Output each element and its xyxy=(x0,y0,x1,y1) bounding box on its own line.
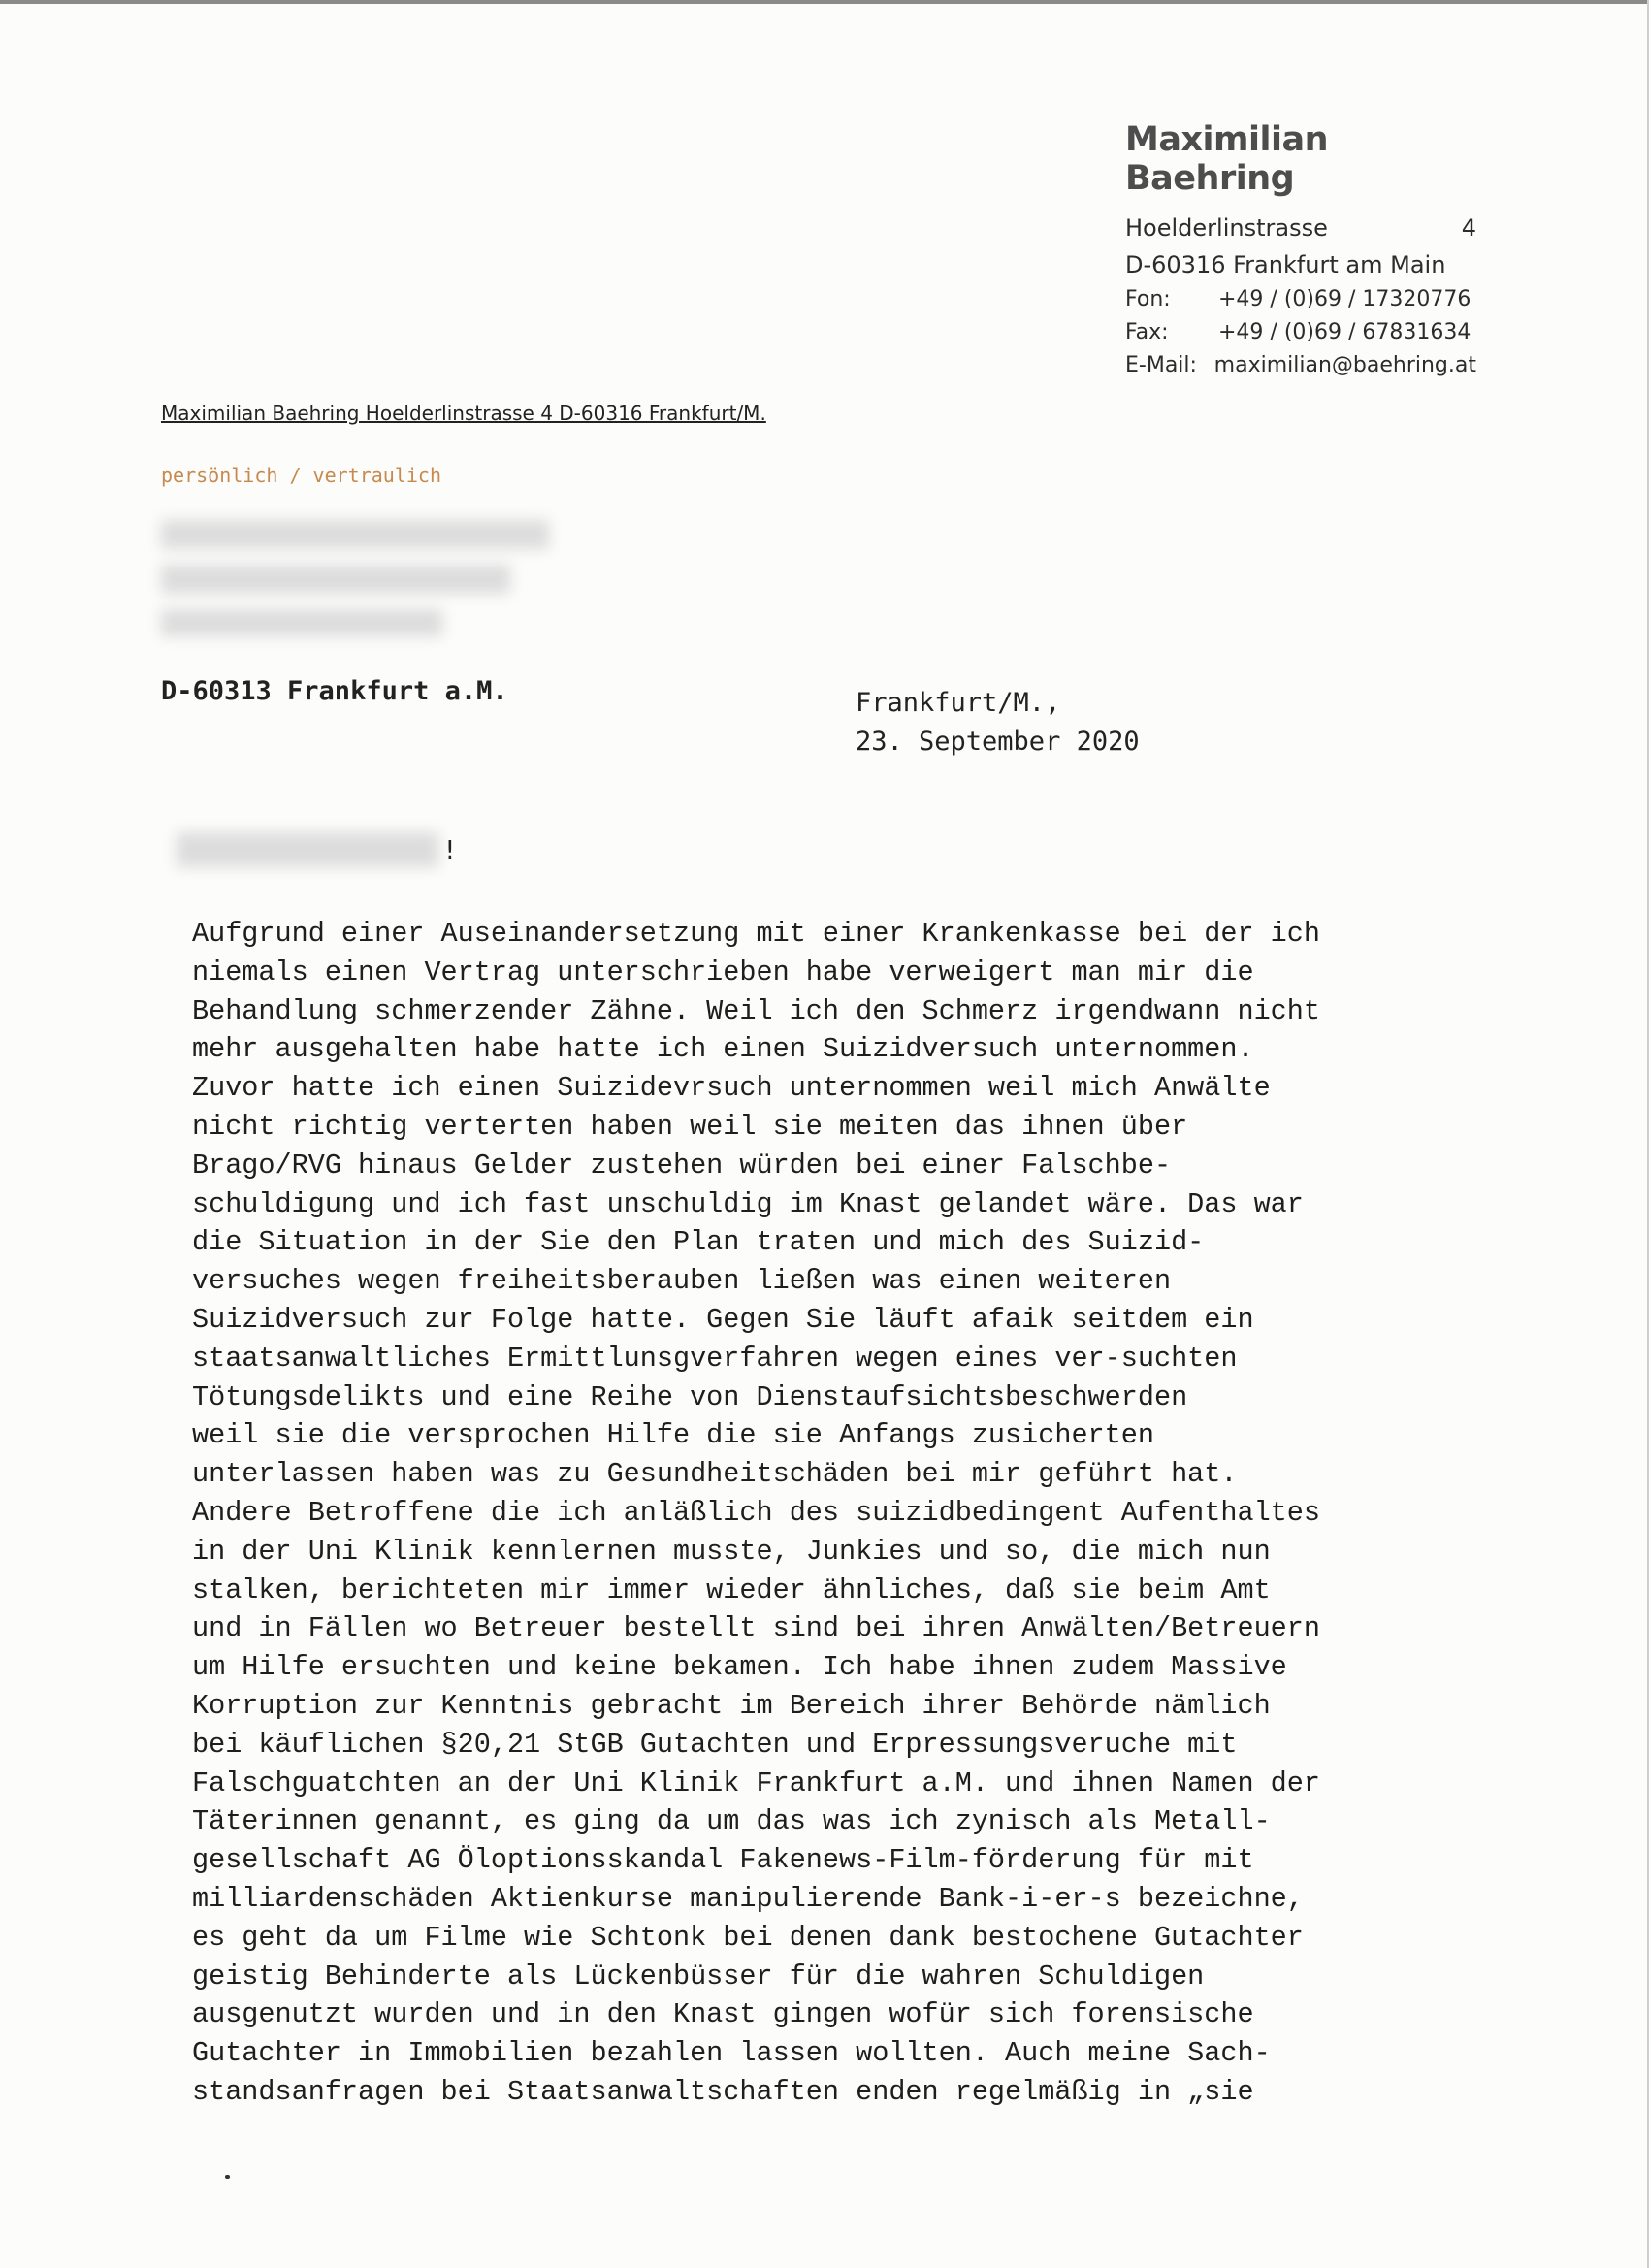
sender-house-number: 4 xyxy=(1461,214,1476,242)
place-date xyxy=(856,684,1140,761)
sender-email-row xyxy=(1125,349,1476,382)
body-line: stalken, berichteten mir immer wieder ähnliches, daß sie beim Amt xyxy=(192,1573,1271,1606)
body-line: in der Uni Klinik kennlernen musste, Junkies und so, die mich nun xyxy=(192,1535,1271,1568)
email-label: E-Mail: xyxy=(1125,353,1197,377)
recipient-city: D-60313 Frankfurt a.M. xyxy=(161,676,508,706)
body-line: Zuvor hatte ich einen Suizidevrsuch unternommen weil mich Anwälte xyxy=(192,1072,1271,1105)
body-line: Behandlung schmerzender Zähne. Weil ich den Schmerz irgendwann nicht xyxy=(192,994,1320,1027)
scan-speck xyxy=(225,2175,230,2179)
body-line: um Hilfe ersuchten und keine bekamen. Ich habe ihnen zudem Massive xyxy=(192,1651,1287,1684)
letter-date: 23. September 2020 xyxy=(856,727,1140,757)
return-address-line: Maximilian Baehring Hoelderlinstrasse 4 D-60316 Frankfurt/M. xyxy=(161,402,766,425)
fax-label: Fax: xyxy=(1125,320,1169,344)
body-line: Gutachter in Immobilien bezahlen lassen wollten. Auch meine Sach- xyxy=(192,2037,1271,2070)
body-line: bei käuflichen §20,21 StGB Gutachten und Erpressungsveruche mit xyxy=(192,1728,1238,1761)
body-line: weil sie die versprochen Hilfe die sie Anfangs zusicherten xyxy=(192,1419,1154,1452)
scan-edge-top xyxy=(0,0,1649,4)
sender-name: Maximilian Baehring xyxy=(1125,120,1329,198)
body-line: schuldigung und ich fast unschuldig im Knast gelandet wäre. Das war xyxy=(192,1187,1304,1220)
redacted-salutation xyxy=(177,832,438,867)
fax-number: +49 / (0)69 / 67831634 xyxy=(1218,320,1471,344)
salutation-exclamation: ! xyxy=(442,836,458,865)
body-line: milliardenschäden Aktienkurse manipulierende Bank-i-er-s bezeichne, xyxy=(192,1882,1304,1915)
letter-body xyxy=(192,915,1453,2112)
body-line: mehr ausgehalten habe hatte ich einen Suizidversuch unternommen. xyxy=(192,1033,1254,1066)
body-line: Falschguatchten an der Uni Klinik Frankfurt a.M. und ihnen Namen der xyxy=(192,1766,1320,1799)
sender-letterhead xyxy=(1125,120,1476,382)
redacted-recipient-line-1 xyxy=(161,520,549,549)
letter-place: Frankfurt/M., xyxy=(856,688,1061,718)
body-line: und in Fällen wo Betreuer bestellt sind bei ihren Anwälten/Betreuern xyxy=(192,1612,1320,1645)
body-line: ausgenutzt wurden und in den Knast gingen wofür sich forensische xyxy=(192,1998,1254,2031)
sender-phone-row xyxy=(1125,283,1476,316)
body-line: Suizidversuch zur Folge hatte. Gegen Sie läuft afaik seitdem ein xyxy=(192,1303,1254,1336)
body-line: es geht da um Filme wie Schtonk bei denen dank bestochene Gutachter xyxy=(192,1921,1304,1954)
confidential-note: persönlich / vertraulich xyxy=(161,464,441,487)
body-line: Aufgrund einer Auseinandersetzung mit einer Krankenkasse bei der ich xyxy=(192,918,1320,950)
body-line: versuches wegen freiheitsberauben ließen was einen weiteren xyxy=(192,1265,1172,1298)
sender-street: Hoelderlinstrasse xyxy=(1125,214,1328,242)
body-line: Täterinnen genannt, es ging da um das was ich zynisch als Metall- xyxy=(192,1805,1271,1838)
body-line: geistig Behinderte als Lückenbüsser für die wahren Schuldigen xyxy=(192,1960,1205,1993)
email-address: maximilian@baehring.at xyxy=(1213,353,1476,377)
sender-street-row xyxy=(1125,210,1476,246)
body-line: gesellschaft AG Öloptionsskandal Fakenews-Film-förderung für mit xyxy=(192,1844,1254,1877)
body-line: die Situation in der Sie den Plan traten und mich des Suizid- xyxy=(192,1226,1205,1259)
body-line: Andere Betroffene die ich anläßlich des suizidbedingent Aufenthaltes xyxy=(192,1496,1320,1529)
body-line: staatsanwaltliches Ermittlunsgverfahren wegen eines ver-suchten xyxy=(192,1342,1238,1375)
sender-city: D-60316 Frankfurt am Main xyxy=(1125,251,1446,278)
phone-number: +49 / (0)69 / 17320776 xyxy=(1218,287,1471,311)
body-line: Tötungsdelikts und eine Reihe von Dienstaufsichtsbeschwerden xyxy=(192,1380,1188,1413)
phone-label: Fon: xyxy=(1125,287,1171,311)
body-line: niemals einen Vertrag unterschrieben habe verweigert man mir die xyxy=(192,956,1254,988)
redacted-recipient-line-2 xyxy=(161,565,510,594)
body-line: nicht richtig verterten haben weil sie meiten das ihnen über xyxy=(192,1110,1188,1143)
body-line: Korruption zur Kenntnis gebracht im Bereich ihrer Behörde nämlich xyxy=(192,1689,1271,1722)
body-line: unterlassen haben was zu Gesundheitschäden bei mir geführt hat. xyxy=(192,1458,1238,1491)
sender-city-row xyxy=(1125,246,1476,283)
body-line: Brago/RVG hinaus Gelder zustehen würden bei einer Falschbe- xyxy=(192,1149,1172,1182)
redacted-recipient-line-3 xyxy=(161,609,442,636)
body-line: standsanfragen bei Staatsanwaltschaften enden regelmäßig in „sie xyxy=(192,2075,1254,2108)
sender-fax-row xyxy=(1125,316,1476,349)
